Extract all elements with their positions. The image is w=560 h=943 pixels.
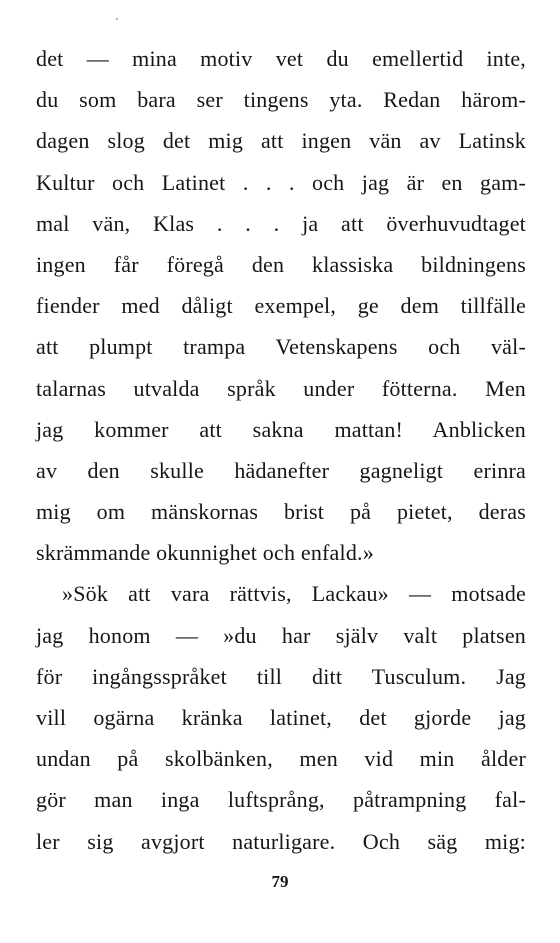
body-text	[36, 38, 526, 862]
text-line: undan på skolbänken, men vid min ålder	[36, 746, 526, 772]
text-line: du som bara ser tingens yta. Redan härom-	[36, 87, 526, 113]
text-line: det — mina motiv vet du emellertid inte,	[36, 46, 526, 71]
text-line: dagen slog det mig att ingen vän av Latinsk	[36, 128, 526, 154]
text-line: jag honom — »du har själv valt platsen	[36, 622, 526, 648]
text-line: för ingångsspråket till ditt Tusculum. Jag	[36, 663, 526, 689]
text-line: av den skulle hädanefter gagneligt erinra	[36, 457, 526, 483]
text-line: vill ogärna kränka latinet, det gjorde jag	[36, 705, 526, 730]
text-line: Kultur och Latinet . . . och jag är en gam-	[36, 169, 526, 195]
text-line: ler sig avgjort naturligare. Och säg mig:	[36, 828, 526, 854]
text-line: »Sök att vara rättvis, Lackau» — motsade	[62, 581, 526, 607]
paper-speck	[116, 18, 118, 20]
text-line: fiender med dåligt exempel, ge dem tillfälle	[36, 293, 526, 319]
text-line: att plumpt trampa Vetenskapens och väl-	[36, 334, 526, 360]
text-line: skrämmande okunnighet och enfald.»	[36, 540, 374, 566]
text-line: talarnas utvalda språk under fötterna. Men	[36, 375, 526, 401]
text-line: jag kommer att sakna mattan! Anblicken	[36, 416, 526, 442]
text-line: gör man inga luftsprång, påtrampning fal-	[36, 787, 526, 813]
page-number: 79	[271, 872, 289, 891]
text-line: mig om mänskornas brist på pietet, deras	[36, 499, 526, 525]
text-line: ingen får föregå den klassiska bildningens	[36, 251, 526, 277]
text-line: mal vän, Klas . . . ja att överhuvudtaget	[36, 210, 526, 236]
